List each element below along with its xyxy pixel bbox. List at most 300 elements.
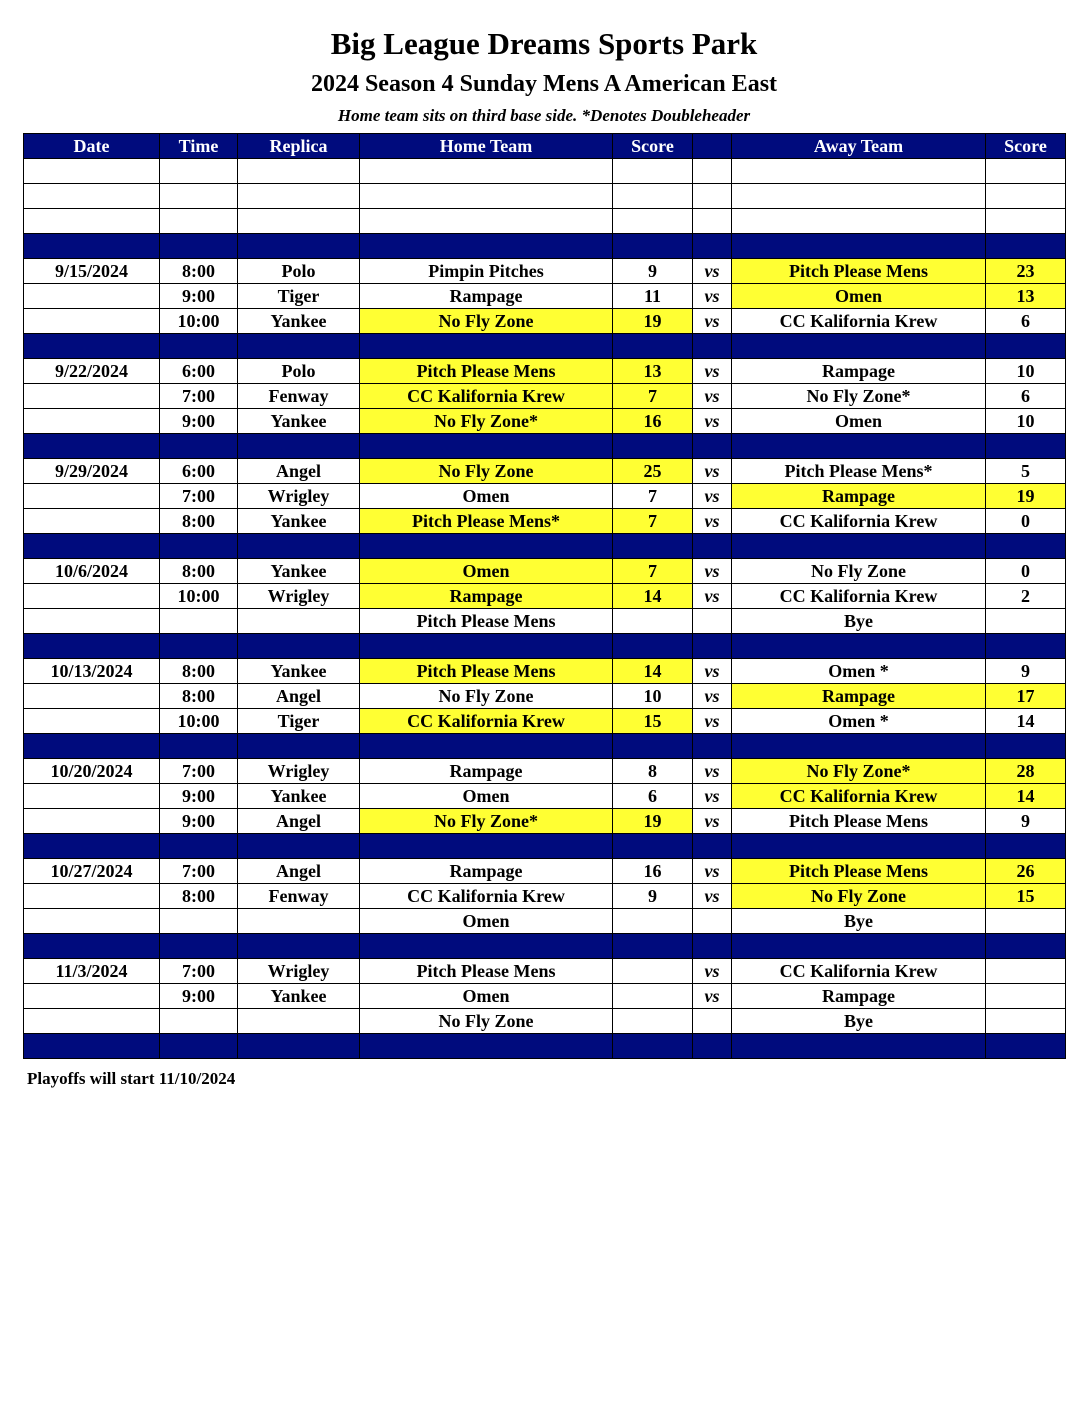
separator-cell [693,634,732,659]
separator-cell [613,834,693,859]
separator-cell [986,434,1066,459]
separator-cell [160,734,238,759]
home-score-cell: 9 [613,884,693,909]
home-team-cell: Omen [360,784,613,809]
vs-cell: vs [693,684,732,709]
replica-cell: Tiger [238,284,360,309]
away-team-cell: CC Kalifornia Krew [732,509,986,534]
game-row [24,359,1066,384]
home-team-cell: Omen [360,484,613,509]
away-team-cell: Rampage [732,359,986,384]
separator-cell [160,234,238,259]
date-cell [24,484,160,509]
separator-cell [160,334,238,359]
vs-cell: vs [693,559,732,584]
home-team-cell: Rampage [360,759,613,784]
separator-cell [238,734,360,759]
home-team-cell: No Fly Zone [360,309,613,334]
separator-cell [986,1034,1066,1059]
away-team-cell: CC Kalifornia Krew [732,584,986,609]
time-cell: 9:00 [160,284,238,309]
away-team-cell: Omen [732,409,986,434]
separator-cell [986,234,1066,259]
date-cell [24,709,160,734]
game-row [24,959,1066,984]
time-cell [160,909,238,934]
home-team-cell: Pitch Please Mens [360,659,613,684]
away-team-cell: Bye [732,1009,986,1034]
away-score-cell: 2 [986,584,1066,609]
week-separator-row [24,734,1066,759]
away-team-cell: Rampage [732,684,986,709]
vs-cell: vs [693,759,732,784]
separator-cell [360,634,613,659]
separator-cell [693,734,732,759]
separator-cell [693,1034,732,1059]
separator-cell [986,534,1066,559]
separator-cell [613,334,693,359]
home-team-cell: No Fly Zone* [360,809,613,834]
blank-cell [732,159,986,184]
home-team-cell: No Fly Zone [360,1009,613,1034]
time-cell: 9:00 [160,984,238,1009]
away-score-cell: 9 [986,659,1066,684]
separator-cell [613,1034,693,1059]
away-score-cell: 28 [986,759,1066,784]
away-team-cell: Bye [732,609,986,634]
away-team-cell: Pitch Please Mens* [732,459,986,484]
separator-cell [360,734,613,759]
separator-cell [24,834,160,859]
time-cell: 10:00 [160,309,238,334]
separator-cell [986,934,1066,959]
home-score-cell: 6 [613,784,693,809]
home-team-cell: CC Kalifornia Krew [360,884,613,909]
separator-cell [693,434,732,459]
blank-cell [732,184,986,209]
replica-cell: Polo [238,359,360,384]
separator-cell [238,634,360,659]
home-team-cell: Pitch Please Mens [360,359,613,384]
replica-cell [238,609,360,634]
replica-cell: Angel [238,859,360,884]
time-cell: 8:00 [160,509,238,534]
date-cell [24,884,160,909]
separator-cell [732,634,986,659]
away-score-cell [986,909,1066,934]
replica-cell: Yankee [238,309,360,334]
column-header-vs [693,134,732,159]
home-team-cell: Omen [360,909,613,934]
separator-cell [732,1034,986,1059]
separator-cell [613,434,693,459]
column-header-home-team: Home Team [360,134,613,159]
date-cell [24,984,160,1009]
home-score-cell [613,959,693,984]
vs-cell: vs [693,509,732,534]
time-cell: 8:00 [160,559,238,584]
date-cell [24,509,160,534]
separator-cell [986,334,1066,359]
separator-cell [986,734,1066,759]
separator-cell [160,434,238,459]
time-cell: 8:00 [160,684,238,709]
home-team-cell: Pitch Please Mens [360,609,613,634]
game-row [24,309,1066,334]
separator-cell [24,934,160,959]
separator-cell [732,934,986,959]
game-row [24,259,1066,284]
game-row [24,584,1066,609]
separator-cell [613,234,693,259]
time-cell: 7:00 [160,859,238,884]
home-team-cell: No Fly Zone* [360,409,613,434]
away-team-cell: CC Kalifornia Krew [732,309,986,334]
date-cell [24,609,160,634]
separator-cell [613,634,693,659]
week-separator-row [24,434,1066,459]
replica-cell: Yankee [238,784,360,809]
separator-cell [160,934,238,959]
away-team-cell: Pitch Please Mens [732,259,986,284]
separator-cell [693,334,732,359]
away-score-cell: 6 [986,309,1066,334]
away-team-cell: No Fly Zone [732,884,986,909]
week-separator-row [24,334,1066,359]
replica-cell: Yankee [238,409,360,434]
date-cell: 9/22/2024 [24,359,160,384]
away-score-cell: 5 [986,459,1066,484]
blank-cell [360,159,613,184]
column-header-home-score: Score [613,134,693,159]
home-score-cell [613,909,693,934]
blank-cell [986,184,1066,209]
replica-cell: Angel [238,684,360,709]
away-team-cell: CC Kalifornia Krew [732,784,986,809]
away-score-cell: 10 [986,359,1066,384]
vs-cell: vs [693,259,732,284]
date-cell [24,684,160,709]
vs-cell: vs [693,809,732,834]
separator-cell [613,534,693,559]
away-team-cell: No Fly Zone* [732,759,986,784]
away-score-cell: 6 [986,384,1066,409]
home-team-cell: Omen [360,559,613,584]
home-score-cell: 16 [613,859,693,884]
home-team-cell: Omen [360,984,613,1009]
date-cell [24,409,160,434]
blank-cell [613,209,693,234]
separator-cell [360,1034,613,1059]
separator-cell [24,234,160,259]
time-cell: 8:00 [160,659,238,684]
away-team-cell: No Fly Zone* [732,384,986,409]
home-score-cell: 15 [613,709,693,734]
separator-cell [238,1034,360,1059]
vs-cell: vs [693,659,732,684]
date-cell [24,584,160,609]
date-cell [24,1009,160,1034]
vs-cell: vs [693,459,732,484]
separator-cell [732,734,986,759]
replica-cell: Angel [238,809,360,834]
home-score-cell: 14 [613,584,693,609]
separator-cell [238,834,360,859]
home-team-cell: Pimpin Pitches [360,259,613,284]
replica-cell: Wrigley [238,959,360,984]
replica-cell: Yankee [238,559,360,584]
game-row [24,709,1066,734]
away-team-cell: Rampage [732,484,986,509]
vs-cell [693,909,732,934]
replica-cell: Yankee [238,509,360,534]
home-team-cell: No Fly Zone [360,459,613,484]
vs-cell: vs [693,409,732,434]
away-score-cell: 15 [986,884,1066,909]
game-row [24,484,1066,509]
replica-cell: Fenway [238,384,360,409]
home-team-cell: Rampage [360,284,613,309]
vs-cell: vs [693,359,732,384]
separator-cell [732,234,986,259]
replica-cell: Polo [238,259,360,284]
date-cell [24,909,160,934]
home-score-cell: 13 [613,359,693,384]
home-team-cell: Pitch Please Mens [360,959,613,984]
home-team-cell: Rampage [360,859,613,884]
date-cell: 9/15/2024 [24,259,160,284]
away-score-cell: 19 [986,484,1066,509]
page-subtitle: 2024 Season 4 Sunday Mens A American East [310,71,778,97]
separator-cell [160,834,238,859]
time-cell: 7:00 [160,484,238,509]
column-header-date: Date [24,134,160,159]
blank-cell [160,184,238,209]
separator-cell [24,1034,160,1059]
separator-cell [693,834,732,859]
home-team-cell: CC Kalifornia Krew [360,384,613,409]
blank-cell [160,159,238,184]
schedule-body [24,159,1066,1059]
away-score-cell: 13 [986,284,1066,309]
blank-cell [986,159,1066,184]
blank-cell [693,184,732,209]
away-team-cell: Omen [732,284,986,309]
separator-cell [160,534,238,559]
separator-cell [24,634,160,659]
separator-cell [732,334,986,359]
away-team-cell: Pitch Please Mens [732,859,986,884]
separator-cell [613,734,693,759]
time-cell: 9:00 [160,809,238,834]
home-score-cell: 7 [613,509,693,534]
home-team-cell: CC Kalifornia Krew [360,709,613,734]
date-cell: 11/3/2024 [24,959,160,984]
time-cell: 7:00 [160,959,238,984]
game-row [24,459,1066,484]
blank-cell [238,209,360,234]
home-team-cell: Pitch Please Mens* [360,509,613,534]
separator-cell [24,734,160,759]
vs-cell: vs [693,784,732,809]
separator-cell [160,634,238,659]
replica-cell: Tiger [238,709,360,734]
separator-cell [160,1034,238,1059]
time-cell [160,609,238,634]
date-cell [24,384,160,409]
separator-cell [238,434,360,459]
game-row [24,559,1066,584]
vs-cell: vs [693,959,732,984]
blank-row [24,184,1066,209]
game-row [24,509,1066,534]
separator-cell [238,234,360,259]
date-cell: 10/27/2024 [24,859,160,884]
schedule-table [23,133,1066,1059]
game-row [24,984,1066,1009]
page-title: Big League Dreams Sports Park [330,26,758,61]
home-team-cell: Rampage [360,584,613,609]
blank-cell [160,209,238,234]
home-score-cell [613,1009,693,1034]
game-row [24,859,1066,884]
separator-cell [986,634,1066,659]
separator-cell [360,534,613,559]
away-score-cell: 17 [986,684,1066,709]
separator-cell [238,934,360,959]
game-row [24,684,1066,709]
home-score-cell: 11 [613,284,693,309]
date-cell [24,309,160,334]
time-cell: 10:00 [160,584,238,609]
separator-cell [732,534,986,559]
replica-cell: Fenway [238,884,360,909]
game-row [24,1009,1066,1034]
column-header-replica: Replica [238,134,360,159]
away-team-cell: Omen * [732,659,986,684]
away-team-cell: No Fly Zone [732,559,986,584]
vs-cell: vs [693,484,732,509]
week-separator-row [24,234,1066,259]
blank-cell [24,184,160,209]
vs-cell: vs [693,884,732,909]
column-header-time: Time [160,134,238,159]
time-cell: 8:00 [160,884,238,909]
home-score-cell: 14 [613,659,693,684]
blank-cell [24,159,160,184]
vs-cell: vs [693,984,732,1009]
blank-cell [693,159,732,184]
separator-cell [24,334,160,359]
game-row [24,884,1066,909]
away-score-cell [986,609,1066,634]
replica-cell [238,1009,360,1034]
home-score-cell: 7 [613,484,693,509]
away-score-cell: 26 [986,859,1066,884]
blank-cell [613,159,693,184]
away-score-cell: 0 [986,559,1066,584]
vs-cell: vs [693,859,732,884]
date-cell [24,784,160,809]
separator-cell [24,434,160,459]
date-cell: 9/29/2024 [24,459,160,484]
replica-cell: Yankee [238,984,360,1009]
blank-cell [238,159,360,184]
separator-cell [24,534,160,559]
home-score-cell [613,609,693,634]
time-cell [160,1009,238,1034]
vs-cell [693,1009,732,1034]
time-cell: 10:00 [160,709,238,734]
blank-cell [693,209,732,234]
vs-cell: vs [693,309,732,334]
blank-cell [732,209,986,234]
away-score-cell: 0 [986,509,1066,534]
away-team-cell: Pitch Please Mens [732,809,986,834]
game-row [24,284,1066,309]
separator-cell [693,934,732,959]
date-cell [24,284,160,309]
home-score-cell: 8 [613,759,693,784]
home-team-cell: No Fly Zone [360,684,613,709]
away-team-cell: CC Kalifornia Krew [732,959,986,984]
blank-cell [613,184,693,209]
blank-cell [986,209,1066,234]
game-row [24,659,1066,684]
separator-cell [732,834,986,859]
time-cell: 6:00 [160,459,238,484]
away-score-cell [986,1009,1066,1034]
replica-cell: Yankee [238,659,360,684]
blank-row [24,209,1066,234]
blank-cell [24,209,160,234]
table-header-row [24,134,1066,159]
week-separator-row [24,634,1066,659]
away-score-cell: 23 [986,259,1066,284]
game-row [24,384,1066,409]
week-separator-row [24,1034,1066,1059]
home-score-cell [613,984,693,1009]
time-cell: 6:00 [160,359,238,384]
game-row [24,409,1066,434]
away-team-cell: Bye [732,909,986,934]
separator-cell [360,834,613,859]
game-row [24,909,1066,934]
column-header-away-team: Away Team [732,134,986,159]
home-score-cell: 7 [613,384,693,409]
date-cell: 10/13/2024 [24,659,160,684]
replica-cell: Angel [238,459,360,484]
separator-cell [238,334,360,359]
home-score-cell: 9 [613,259,693,284]
date-cell [24,809,160,834]
separator-cell [693,234,732,259]
away-team-cell: Omen * [732,709,986,734]
home-score-cell: 19 [613,309,693,334]
blank-cell [238,184,360,209]
replica-cell [238,909,360,934]
time-cell: 7:00 [160,759,238,784]
away-score-cell: 14 [986,709,1066,734]
column-header-away-score: Score [986,134,1066,159]
page-note: Home team sits on third base side. *Denotes Doubleheader [337,106,751,125]
home-score-cell: 10 [613,684,693,709]
separator-cell [360,234,613,259]
blank-row [24,159,1066,184]
replica-cell: Wrigley [238,759,360,784]
time-cell: 8:00 [160,259,238,284]
away-score-cell: 10 [986,409,1066,434]
